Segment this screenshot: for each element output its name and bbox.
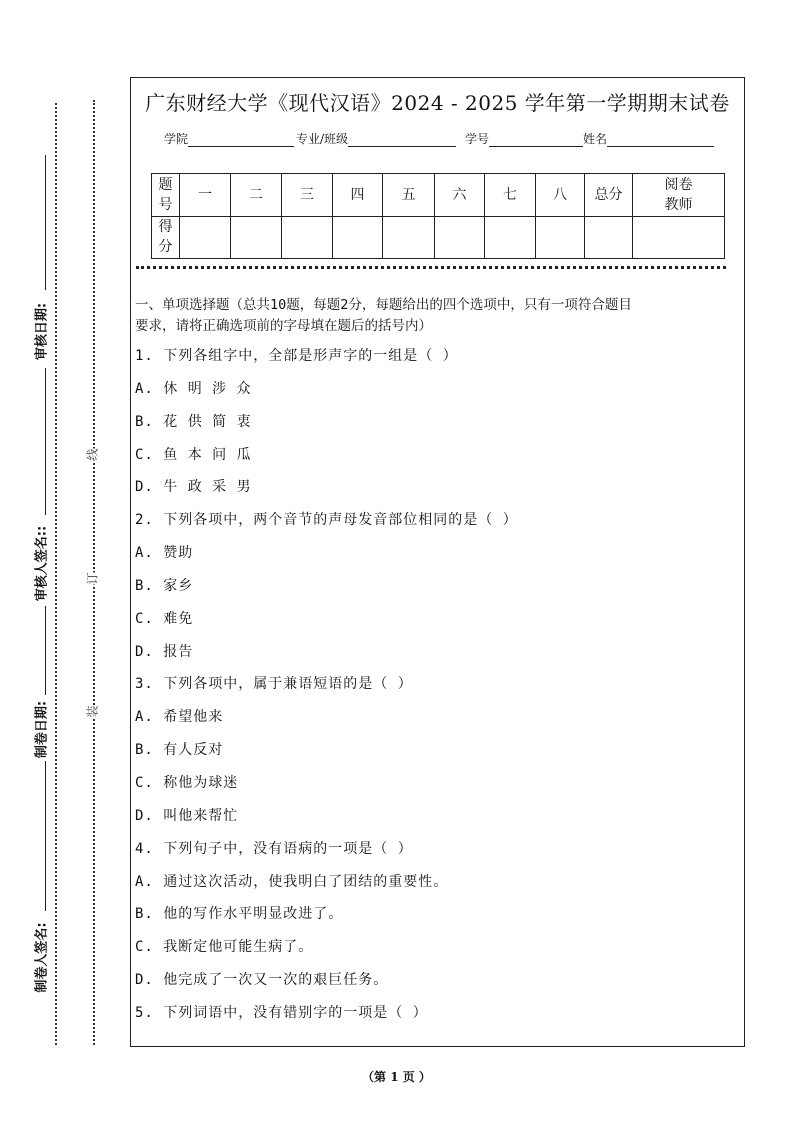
section-heading: 一、单项选择题（总共10题，每题2分，每题给出的四个选项中，只有一项符合题目 bbox=[135, 297, 632, 313]
compile-date-label: 制卷日期: bbox=[34, 700, 50, 759]
option-text: B. 花 供 简 衷 bbox=[135, 413, 252, 430]
question-text: 2. 下列各项中，两个音节的声母发音部位相同的是（ ） bbox=[135, 512, 518, 529]
option-text: C. 我断定他可能生病了。 bbox=[135, 939, 314, 956]
row-header: 得 分 bbox=[152, 216, 180, 259]
score-table bbox=[151, 173, 725, 259]
student-id-label: 学号 bbox=[465, 132, 490, 146]
score-cell[interactable] bbox=[633, 216, 725, 259]
score-cell[interactable] bbox=[536, 216, 585, 259]
option-text: D. 他完成了一次又一次的艰巨任务。 bbox=[135, 972, 389, 988]
binding-char: 装 bbox=[85, 705, 100, 718]
score-cell[interactable] bbox=[585, 216, 633, 259]
exam-title: 广东财经大学《现代汉语》2024 - 2025 学年第一学期期末试卷 bbox=[145, 91, 730, 115]
col-header: 七 bbox=[485, 174, 536, 217]
option-text: D. 牛 政 采 男 bbox=[135, 479, 252, 496]
option-text: B. 家乡 bbox=[135, 578, 194, 594]
student-id-field[interactable] bbox=[489, 132, 583, 147]
row-header: 题 号 bbox=[152, 174, 180, 217]
major-class-field[interactable] bbox=[348, 132, 456, 147]
col-header: 四 bbox=[333, 174, 383, 217]
signature-line bbox=[45, 155, 46, 290]
col-header: 一 bbox=[180, 174, 231, 217]
score-cell[interactable] bbox=[282, 216, 333, 259]
question-text: 1. 下列各组字中，全部是形声字的一组是（ ） bbox=[135, 348, 458, 364]
score-cell[interactable] bbox=[383, 216, 435, 259]
info-major bbox=[296, 130, 456, 147]
option-text: B. 有人反对 bbox=[135, 742, 224, 759]
score-cell[interactable] bbox=[435, 216, 485, 259]
major-class-label: 专业/班级 bbox=[296, 132, 349, 146]
option-text: C. 难免 bbox=[135, 610, 194, 627]
col-header: 六 bbox=[435, 174, 485, 217]
signature-line bbox=[45, 761, 46, 911]
option-text: A. 休 明 涉 众 bbox=[135, 381, 252, 397]
score-table-score-row bbox=[152, 216, 725, 259]
col-header: 八 bbox=[536, 174, 585, 217]
score-cell[interactable] bbox=[180, 216, 231, 259]
binding-char: 线 bbox=[85, 448, 100, 461]
col-header: 阅卷 教师 bbox=[633, 174, 725, 217]
separator-dotted bbox=[136, 266, 726, 269]
question-text: 3. 下列各项中，属于兼语短语的是（ ） bbox=[135, 676, 413, 693]
compiler-signature-label: 制卷人签名: bbox=[34, 922, 50, 993]
name-label: 姓名 bbox=[583, 132, 608, 146]
col-header: 五 bbox=[383, 174, 435, 217]
binding-dotted-line-outer bbox=[55, 103, 57, 1045]
score-cell[interactable] bbox=[485, 216, 536, 259]
question-text: 4. 下列句子中，没有语病的一项是（ ） bbox=[135, 840, 413, 857]
info-name bbox=[583, 130, 714, 147]
option-text: A. 赞助 bbox=[135, 545, 194, 562]
score-table-header-row bbox=[152, 174, 725, 217]
name-field[interactable] bbox=[607, 132, 714, 147]
option-text: A. 希望他来 bbox=[135, 709, 224, 726]
signature-line bbox=[45, 368, 46, 515]
page-number: （第 1 页 ） bbox=[362, 1070, 431, 1084]
binding-char: 订 bbox=[85, 572, 100, 585]
option-text: D. 报告 bbox=[135, 643, 194, 660]
college-field[interactable] bbox=[188, 132, 294, 147]
info-student-id bbox=[465, 130, 583, 147]
option-text: B. 他的写作水平明显改进了。 bbox=[135, 906, 344, 923]
college-label: 学院 bbox=[164, 132, 189, 146]
option-text: C. 称他为球迷 bbox=[135, 775, 239, 791]
option-text: C. 鱼 本 问 瓜 bbox=[135, 446, 252, 463]
question-text: 5. 下列词语中，没有错别字的一项是（ ） bbox=[135, 1004, 428, 1021]
section-heading: 要求，请将正确选项前的字母填在题后的括号内） bbox=[135, 318, 432, 334]
col-header: 二 bbox=[231, 174, 282, 217]
info-college bbox=[164, 130, 294, 147]
col-header: 总分 bbox=[585, 174, 633, 217]
reviewer-signature-label: 审核人签名:: bbox=[34, 525, 50, 602]
score-cell[interactable] bbox=[231, 216, 282, 259]
review-date-label: 审核日期: bbox=[34, 302, 50, 361]
signature-line bbox=[45, 606, 46, 695]
col-header: 三 bbox=[282, 174, 333, 217]
score-cell[interactable] bbox=[333, 216, 383, 259]
option-text: D. 叫他来帮忙 bbox=[135, 807, 239, 824]
option-text: A. 通过这次活动，使我明白了团结的重要性。 bbox=[135, 873, 449, 890]
